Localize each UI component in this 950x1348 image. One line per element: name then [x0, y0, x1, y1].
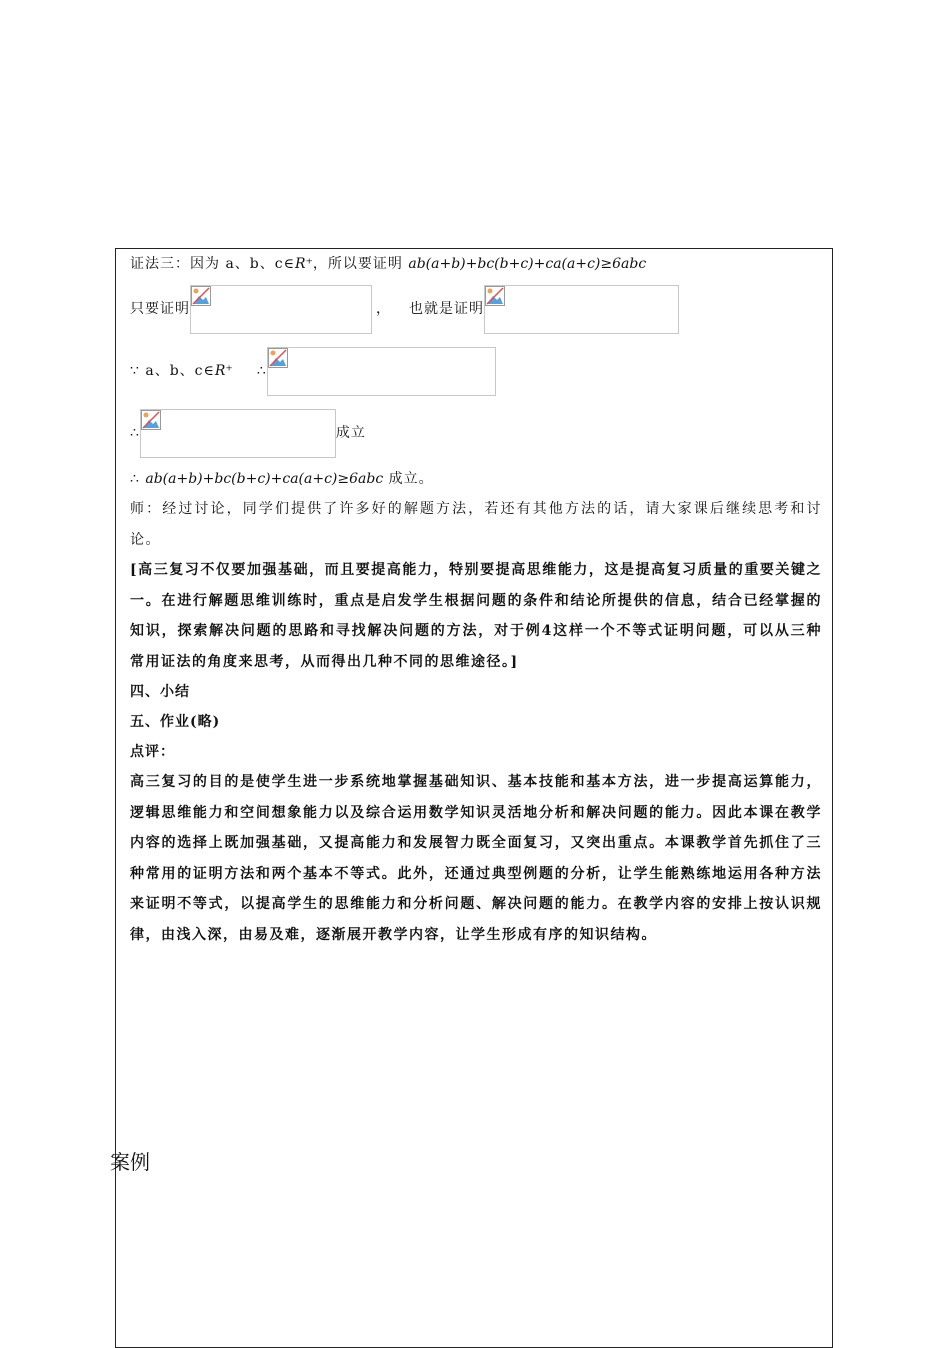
broken-image-icon [268, 348, 288, 368]
proof3-intro: 证法三：因为 a、b、c∈ [130, 256, 295, 272]
therefore-symbol: ∴ [130, 471, 140, 487]
section-summary: 四、小结 [130, 684, 190, 700]
formula-image-4 [140, 409, 336, 458]
proof3-line [130, 250, 822, 278]
conclusion-inequality: ab(a+b)+bc(b+c)+ca(a+c)≥6abc [145, 471, 384, 487]
formula-image-1 [190, 285, 372, 334]
line-because [130, 340, 822, 402]
line-therefore-holds [130, 402, 822, 464]
document-body [130, 250, 822, 950]
proof3-intro-tail: ，所以要证明 [312, 256, 403, 272]
review-label: 点评： [130, 744, 175, 760]
that-is-label: 也就是证明 [409, 301, 484, 317]
because-label: ∵ a、b、c∈ [130, 363, 215, 379]
because-set-symbol: R⁺ [214, 363, 233, 379]
conclusion-tail: 成立。 [388, 471, 434, 487]
section-homework: 五、作业(略) [130, 714, 221, 730]
review-text: 高三复习的目的是使学生进一步系统地掌握基础知识、基本技能和基本方法，进一步提高运算能力，逻辑思维能力和空间想象能力以及综合运用数学知识灵活地分析和解决问题的能力。因此本课在教学内容的选择上既加强基础，又提高能力和发展智力既全面复习，又突出重点。本课教学首先抓住了三种常用的证明方法和两个基本不等式。此外，还通过典型例题的分析，让学生能熟练地运用各种方法来证明不等式，以提高学生的思维能力和分析问题、解决问题的能力。在教学内容的安排上按认识规律，由浅入深，由易及难，逐渐展开教学内容，让学生形成有序的知识结构。 [130, 774, 822, 943]
formula-image-2 [484, 285, 679, 334]
comma: ， [376, 301, 391, 317]
broken-image-icon [191, 286, 211, 306]
therefore-symbol: ∴ [130, 425, 140, 441]
conclusion-line [130, 464, 822, 494]
therefore-symbol: ∴ [256, 363, 267, 379]
teacher-remark: 师：经过讨论，同学们提供了许多好的解题方法，若还有其他方法的话，请大家课后继续思考和讨论。 [130, 501, 822, 548]
just-prove-label: 只要证明 [130, 301, 190, 317]
bracket-comment: [高三复习不仅要加强基础，而且要提高能力，特别要提高思维能力，这是提高复习质量的重要关键之一。在进行解题思维训练时，重点是启发学生根据问题的条件和结论所提供的信息，结合已经掌握的知识，探索解决问题的思路和寻找解决问题的方法，对于例4这样一个不等式证明问题，可以从三种常用证法的角度来思考，从而得出几种不同的思维途径。] [130, 562, 822, 670]
line-just-prove [130, 278, 822, 340]
formula-image-3 [267, 347, 496, 396]
broken-image-icon [485, 286, 505, 306]
broken-image-icon [141, 410, 161, 430]
holds-label: 成立 [335, 425, 366, 441]
proof3-set-symbol: R⁺ [294, 256, 313, 272]
proof3-inequality: ab(a+b)+bc(b+c)+ca(a+c)≥6abc [408, 256, 647, 272]
case-label: 案例 [110, 1150, 150, 1174]
